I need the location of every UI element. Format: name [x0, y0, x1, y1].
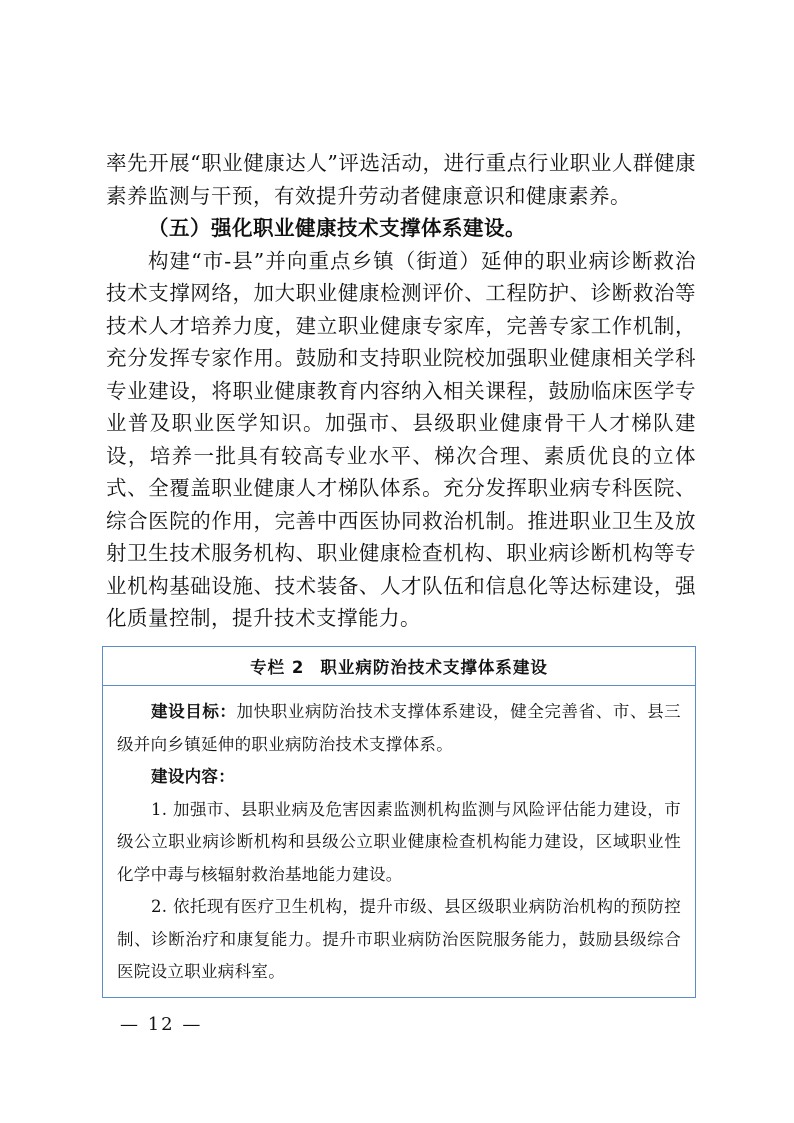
body-paragraph-1: 率先开展“职业健康达人”评选活动，进行重点行业职业人群健康素养监测与干预，有效提升劳动者健康意识和健康素养。: [106, 151, 696, 208]
content-item-2: 2. 依托现有医疗卫生机构，提升市级、县区级职业病防治机构的预防控制、诊断治疗和康复能力。提升市职业病防治医院服务能力，鼓励县级综合医院设立职业病科室。: [117, 897, 681, 981]
page-number: — 12 —: [120, 1014, 203, 1035]
goal-label: 建设目标：: [151, 702, 237, 721]
column-box-body: [103, 686, 695, 989]
goal-paragraph: [117, 696, 681, 761]
content-item-1: 1. 加强市、县职业病及危害因素监测机构监测与风险评估能力建设，市级公立职业病诊断机构和县级公立职业健康检查机构能力建设，区域职业性化学中毒与核辐射救治基地能力建设。: [117, 799, 681, 884]
section-heading: （五）强化职业健康技术支撑体系建设。: [148, 216, 526, 240]
document-body: [106, 147, 696, 635]
body-paragraph-2: 构建“市-县”并向重点乡镇（街道）延伸的职业病诊断救治技术支撑网络，加大职业健康检测评价、工程防护、诊断救治等技术人才培养力度，建立职业健康专家库，完善专家工作机制，充分发挥专家作用。鼓励和支持职业院校加强职业健康相关学科专业建设，将职业健康教育内容纳入相关课程，鼓励临床医学专业普及职业医学知识。加强市、县级职业健康骨干人才梯队建设，培养一批具有较高专业水平、梯次合理、素质优良的立体式、全覆盖职业健康人才梯队体系。充分发挥职业病专科医院、综合医院的作用，完善中西医协同救治机制。推进职业卫生及放射卫生技术服务机构、职业健康检查机构、职业病诊断机构等专业机构基础设施、技术装备、人才队伍和信息化等达标建设，强化质量控制，提升技术支撑能力。: [106, 248, 696, 630]
content-label: 建设内容：: [151, 767, 235, 786]
column-box-number: 专栏 2: [250, 658, 305, 677]
column-box-title: [103, 647, 695, 686]
column-box-title-text: 职业病防治技术支撑体系建设: [320, 658, 548, 677]
goal-text: 加快职业病防治技术支撑体系建设，健全完善省、市、县三级并向乡镇延伸的职业病防治技术支撑体系。: [117, 702, 681, 754]
column-box: [102, 646, 696, 998]
